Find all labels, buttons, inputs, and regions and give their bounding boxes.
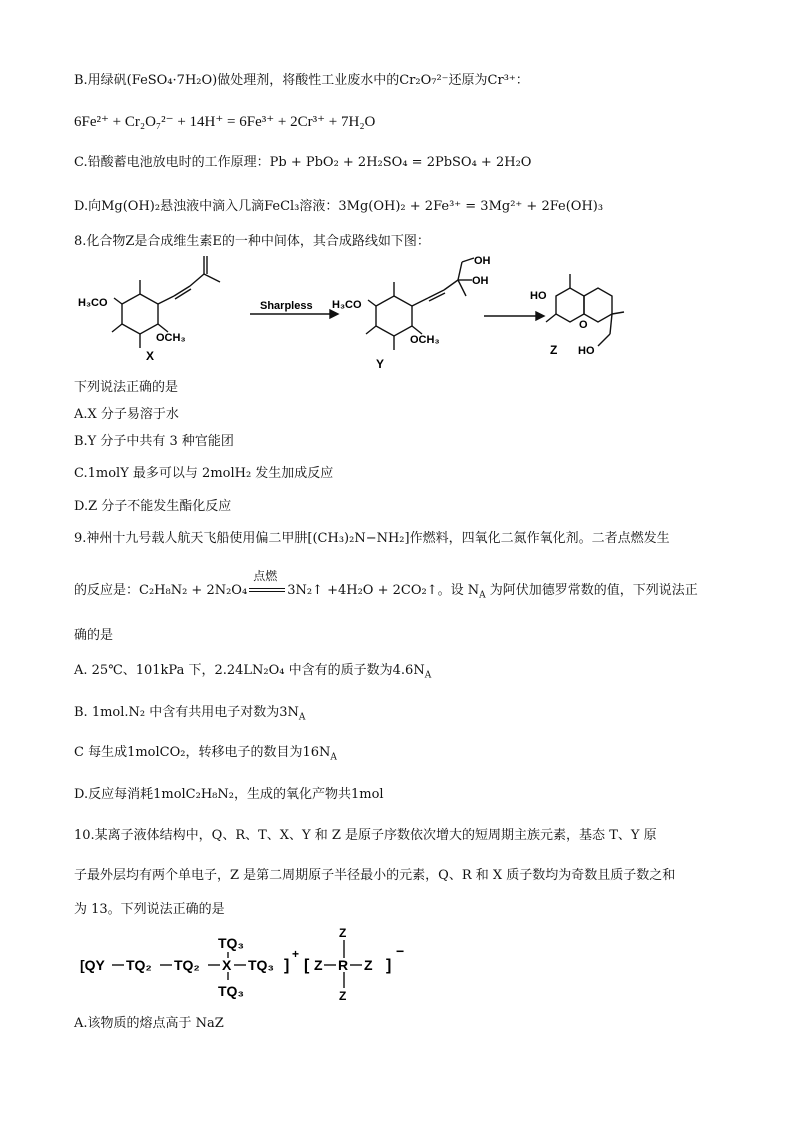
cation-tq2-a: TQ₂ [126, 957, 152, 973]
question-9-line-1 [74, 529, 670, 549]
ionic-liquid-structure [72, 922, 432, 1004]
equation-7b-text: 6Fe²⁺ + Cr₂O₇²⁻ + 14H⁺ = 6Fe³⁺ + 2Cr³⁺ + 7H₂O [74, 114, 376, 130]
y-hydroxyl-1: OH [474, 255, 491, 267]
cation-x-center: X [222, 957, 232, 973]
reagent-label: Sharpless [260, 300, 313, 312]
question-8-prompt-text: 下列说法正确的是 [74, 380, 179, 395]
option-9d-text: D.反应每消耗1molC₂H₈N₂，生成的氧化产物共1mol [74, 787, 384, 802]
question-9-line-1-text: 9.神州十九号载人航天飞船使用偏二甲肼[(CH₃)₂N−NH₂]作燃料，四氧化二氮作氧化剂。二者点燃发生 [74, 531, 670, 546]
question-9-na-sub: A [479, 590, 486, 601]
question-8-stem [74, 232, 430, 252]
anion-charge: − [396, 943, 405, 959]
option-10a [74, 1014, 224, 1034]
option-8b [74, 432, 234, 452]
y-label: Y [376, 357, 385, 371]
option-8c-text: C.1molY 最多可以与 2molH₂ 发生加成反应 [74, 466, 334, 481]
option-7c [74, 153, 531, 173]
z-label: Z [550, 343, 558, 357]
synthesis-scheme [70, 252, 630, 382]
option-7c-text: C.铅酸蓄电池放电时的工作原理：Pb + PbO₂ + 2H₂SO₄ = 2PbSO₄ + 2H₂O [74, 155, 532, 170]
cation-charge: + [292, 947, 300, 961]
option-8a [74, 405, 179, 425]
question-10-line-3-text: 为 13。下列说法正确的是 [74, 902, 225, 917]
option-9b-text: B. 1mol.N₂ 中含有共用电子对数为3N [74, 705, 299, 720]
question-10-line-2-text: 子最外层均有两个单电子，Z 是第二周期原子半径最小的元素，Q、R 和 X 质子数均为奇数且质子数之和 [74, 868, 676, 883]
option-7d-text: D.向Mg(OH)₂悬浊液中滴入几滴FeCl₃溶液：3Mg(OH)₂ + 2Fe³⁺ = 3Mg²⁺ + 2Fe(OH)₃ [74, 199, 604, 214]
question-9-line-2d: 为阿伏加德罗常数的值，下列说法正 [485, 583, 698, 598]
synthesis-scheme-svg [70, 252, 630, 382]
anion-bracket-open: [ [304, 957, 310, 974]
z-pyran-ring [584, 288, 612, 322]
cation-tq3-top: TQ₃ [218, 935, 244, 951]
question-9-line-2a: 的反应是：C₂H₈N₂ + 2N₂O₄ [74, 583, 248, 598]
y-methoxy-2: OCH₃ [410, 334, 440, 346]
cation-bracket-close: ] [284, 957, 290, 974]
question-10-line-1-text: 10.某离子液体结构中，Q、R、T、X、Y 和 Z 是原子序数依次增大的短周期主族元素，基态 T、Y 原 [74, 828, 657, 843]
z-benzene-ring [556, 288, 584, 322]
option-8d-text: D.Z 分子不能发生酯化反应 [74, 499, 232, 514]
question-9-line-2b: 3N₂↑ +4H₂O + 2CO₂↑。设 N [287, 583, 480, 598]
z-oxygen: O [579, 319, 588, 331]
option-9c-sub: A [330, 752, 337, 763]
cation-tq3-bottom: TQ₃ [218, 983, 244, 999]
anion-r-center: R [338, 957, 349, 973]
option-8a-text: A.X 分子易溶于水 [74, 407, 179, 422]
option-7d [74, 197, 603, 217]
anion-z-top: Z [339, 926, 347, 940]
question-8-prompt [74, 378, 178, 398]
option-9c-text: C 每生成1molCO₂，转移电子的数目为16N [74, 745, 331, 760]
anion-z-left: Z [314, 957, 323, 973]
option-8c [74, 464, 333, 484]
z-hydroxyl-2: HO [578, 345, 595, 357]
x-label: X [146, 349, 155, 363]
ionic-liquid-svg [72, 922, 432, 1004]
x-methoxy-2: OCH₃ [156, 332, 186, 344]
option-10a-text: A.该物质的熔点高于 NaZ [74, 1016, 224, 1031]
anion-z-right: Z [364, 957, 373, 973]
option-9c [74, 743, 337, 768]
option-9a [74, 661, 431, 686]
option-9a-sub: A [424, 670, 432, 681]
question-8-text: 8.化合物Z是合成维生素E的一种中间体，其合成路线如下图： [74, 234, 430, 249]
y-hydroxyl-2: OH [472, 275, 489, 287]
question-9-line-2 [74, 569, 698, 606]
z-hydroxyl-1: HO [530, 290, 547, 302]
option-9b [74, 703, 305, 728]
question-9-line-3 [74, 626, 113, 646]
question-10-line-3 [74, 900, 225, 920]
cation-tq3-right: TQ₃ [248, 957, 274, 973]
cation-qy: [QY [80, 957, 105, 973]
cation-tq2-b: TQ₂ [174, 957, 200, 973]
option-7b-text: B.用绿矾(FeSO₄·7H₂O)做处理剂，将酸性工业废水中的Cr₂O₇²⁻还原为Cr³⁺： [74, 73, 529, 88]
option-8b-text: B.Y 分子中共有 3 种官能团 [74, 434, 234, 449]
question-10-line-2 [74, 866, 675, 886]
anion-bracket-close: ] [386, 957, 392, 974]
option-9b-sub: A [298, 712, 306, 723]
reaction-condition-arrow [247, 569, 287, 601]
equation-7b [74, 112, 375, 132]
anion-z-bottom: Z [339, 989, 347, 1003]
x-benzene-ring [122, 294, 158, 334]
option-8d [74, 497, 231, 517]
x-methoxy-1: H₃CO [78, 297, 108, 309]
option-9d [74, 785, 384, 805]
y-benzene-ring [376, 296, 412, 336]
reaction-condition-text: 点燃 [253, 569, 278, 583]
y-methoxy-1: H₃CO [332, 299, 362, 311]
option-9a-text: A. 25℃、101kPa 下，2.24LN₂O₄ 中含有的质子数为4.6N [74, 663, 425, 678]
option-7b [74, 71, 529, 91]
question-10-line-1 [74, 826, 657, 846]
question-9-line-3-text: 确的是 [74, 628, 114, 643]
